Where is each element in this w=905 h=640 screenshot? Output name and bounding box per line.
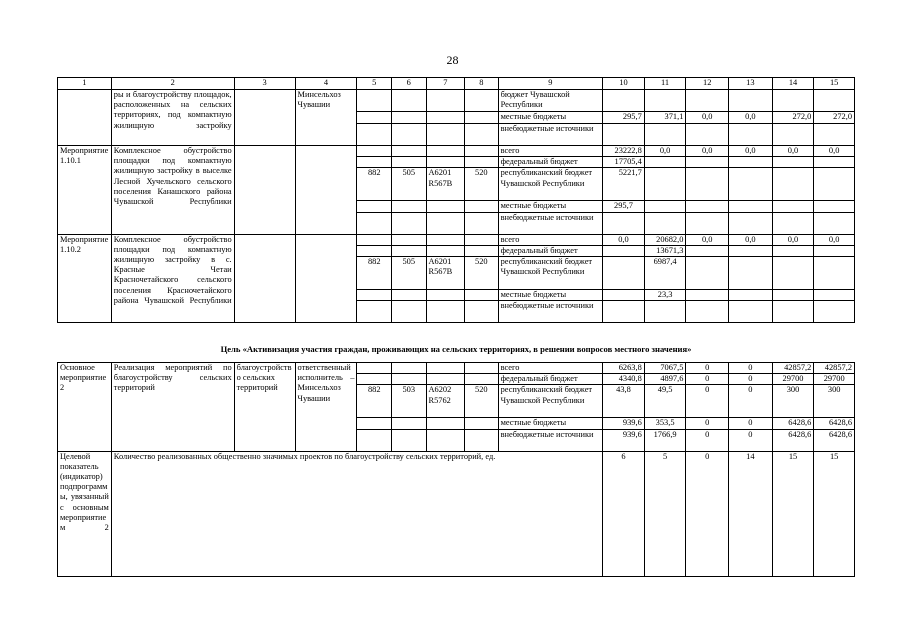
funding-source: местные бюджеты xyxy=(498,418,603,429)
value-cell: 4340,8 xyxy=(603,374,645,385)
value-cell xyxy=(729,157,773,168)
funding-source: всего xyxy=(498,146,603,157)
value-cell xyxy=(814,301,855,323)
budget-table-part-1 xyxy=(57,77,855,323)
column-number-row xyxy=(58,78,855,90)
value-cell: 23222,8 xyxy=(603,146,645,157)
value-cell: 0 xyxy=(686,418,729,429)
value-cell: 0 xyxy=(686,429,729,451)
value-cell: 0,0 xyxy=(772,146,814,157)
col-header: 8 xyxy=(465,78,499,90)
col-header: 9 xyxy=(498,78,603,90)
kbk-code: 882 xyxy=(357,385,392,418)
funding-source: внебюджетные источники xyxy=(498,301,603,323)
event-name: Комплексное обустройство площадки под компактную жилищную застройку в с. Красные Четаи Красночетайского сельского поселения Красночетайского района Чувашской Республики xyxy=(111,234,234,323)
value-cell: 0,0 xyxy=(729,112,773,124)
value-cell xyxy=(686,124,729,146)
col-header: 12 xyxy=(686,78,729,90)
value-cell: 300 xyxy=(772,385,814,418)
value-cell: 6428,6 xyxy=(814,429,855,451)
funding-source: бюджет Чувашской Республики xyxy=(498,90,603,112)
col-header: 3 xyxy=(234,78,295,90)
value-cell xyxy=(644,301,686,323)
value-cell xyxy=(772,90,814,112)
value-cell: 29700 xyxy=(814,374,855,385)
value-cell xyxy=(603,290,645,301)
value-cell: 0 xyxy=(686,363,729,374)
value-cell: 0 xyxy=(729,385,773,418)
executor: ответственный исполнитель – Минсельхоз Чувашии xyxy=(295,363,357,452)
table-row xyxy=(58,363,855,374)
value-cell xyxy=(603,212,645,234)
col-header: 13 xyxy=(729,78,773,90)
value-cell xyxy=(814,212,855,234)
table-row xyxy=(58,234,855,245)
value-cell xyxy=(814,168,855,201)
value-cell: 272,0 xyxy=(772,112,814,124)
kbk-code: А6201 R567В xyxy=(426,168,465,201)
col-header: 11 xyxy=(644,78,686,90)
col-header: 15 xyxy=(814,78,855,90)
value-cell: 295,7 xyxy=(603,201,645,212)
value-cell: 13671,3 xyxy=(644,245,686,256)
funding-source: республиканский бюджет Чувашской Республики xyxy=(498,385,603,418)
value-cell xyxy=(729,257,773,290)
value-cell xyxy=(814,90,855,112)
kbk-code: А6202 R5762 xyxy=(426,385,465,418)
value-cell xyxy=(603,257,645,290)
value-cell xyxy=(729,290,773,301)
value-cell xyxy=(686,245,729,256)
value-cell xyxy=(686,290,729,301)
value-cell: 20682,0 xyxy=(644,234,686,245)
value-cell xyxy=(686,257,729,290)
value-cell: 49,5 xyxy=(644,385,686,418)
value-cell: 353,5 xyxy=(644,418,686,429)
event-name: Реализация мероприятий по благоустройству сельских территорий xyxy=(111,363,234,452)
value-cell: 0,0 xyxy=(686,234,729,245)
value-cell: 939,6 xyxy=(603,418,645,429)
funding-source: внебюджетные источники xyxy=(498,212,603,234)
indicator-code: Целевой показатель (индикатор) подпрограммы, увязанный с основным мероприятием 2 xyxy=(58,451,112,576)
goal-title: Цель «Активизация участия граждан, проживающих на сельских территориях, в решении вопросов местного значения» xyxy=(220,344,692,354)
kbk-code: 520 xyxy=(465,257,499,290)
value-cell: 295,7 xyxy=(603,112,645,124)
funding-source: внебюджетные источники xyxy=(498,429,603,451)
value-cell xyxy=(686,90,729,112)
value-cell: 272,0 xyxy=(814,112,855,124)
value-cell xyxy=(603,301,645,323)
value-cell: 0,0 xyxy=(729,234,773,245)
value-cell: 17705,4 xyxy=(603,157,645,168)
value-cell: 0 xyxy=(686,385,729,418)
kbk-code: 882 xyxy=(357,168,392,201)
col-header: 7 xyxy=(426,78,465,90)
table-row xyxy=(58,146,855,157)
value-cell xyxy=(686,201,729,212)
page-number: 28 xyxy=(446,53,459,67)
funding-source: федеральный бюджет xyxy=(498,245,603,256)
event-code: Мероприятие 1.10.2 xyxy=(58,234,112,323)
indicator-value: 14 xyxy=(729,451,773,576)
value-cell: 0,0 xyxy=(814,146,855,157)
funding-source: местные бюджеты xyxy=(498,112,603,124)
col-header: 4 xyxy=(295,78,357,90)
value-cell: 0,0 xyxy=(603,234,645,245)
value-cell: 23,3 xyxy=(644,290,686,301)
value-cell: 0 xyxy=(686,374,729,385)
value-cell xyxy=(814,245,855,256)
indicator-value: 0 xyxy=(686,451,729,576)
kbk-code: 503 xyxy=(391,385,426,418)
value-cell xyxy=(686,212,729,234)
event-code: Мероприятие 1.10.1 xyxy=(58,146,112,235)
value-cell xyxy=(644,90,686,112)
funding-source: федеральный бюджет xyxy=(498,374,603,385)
value-cell: 0,0 xyxy=(686,146,729,157)
value-cell xyxy=(772,290,814,301)
value-cell xyxy=(814,201,855,212)
budget-table-part-2 xyxy=(57,362,855,577)
funding-source: республиканский бюджет Чувашской Республики xyxy=(498,168,603,201)
value-cell xyxy=(603,90,645,112)
value-cell xyxy=(814,257,855,290)
value-cell: 0 xyxy=(729,374,773,385)
event-name: ры и благоустройству площадок, расположенных на сельских территориях, под компактную жилищную застройку xyxy=(111,90,234,146)
event-name: Комплексное обустройство площадки под компактную жилищную застройку в выселке Лесной Хучельского сельского поселения Канашского района Чувашской Республики xyxy=(111,146,234,235)
value-cell: 0 xyxy=(729,429,773,451)
value-cell: 6263,8 xyxy=(603,363,645,374)
kbk-code: 520 xyxy=(465,385,499,418)
value-cell: 43,8 xyxy=(603,385,645,418)
value-cell: 6987,4 xyxy=(644,257,686,290)
value-cell xyxy=(814,290,855,301)
value-cell: 0,0 xyxy=(772,234,814,245)
kbk-code: 505 xyxy=(391,168,426,201)
funding-source: федеральный бюджет xyxy=(498,157,603,168)
value-cell: 29700 xyxy=(772,374,814,385)
value-cell xyxy=(729,212,773,234)
value-cell xyxy=(644,168,686,201)
value-cell xyxy=(686,301,729,323)
value-cell xyxy=(814,157,855,168)
value-cell xyxy=(772,301,814,323)
funding-source: всего xyxy=(498,363,603,374)
col-header: 5 xyxy=(357,78,392,90)
value-cell xyxy=(772,201,814,212)
value-cell: 6428,6 xyxy=(814,418,855,429)
value-cell: 1766,9 xyxy=(644,429,686,451)
value-cell xyxy=(772,245,814,256)
indicator-text: Количество реализованных общественно значимых проектов по благоустройству сельских территорий, ед. xyxy=(111,451,602,576)
value-cell xyxy=(644,157,686,168)
value-cell xyxy=(644,201,686,212)
value-cell xyxy=(772,157,814,168)
value-cell: 4897,6 xyxy=(644,374,686,385)
value-cell xyxy=(603,124,645,146)
kbk-code: 505 xyxy=(391,257,426,290)
value-cell: 7067,5 xyxy=(644,363,686,374)
kbk-code: 520 xyxy=(465,168,499,201)
value-cell xyxy=(729,124,773,146)
value-cell: 371,1 xyxy=(644,112,686,124)
indicator-value: 15 xyxy=(814,451,855,576)
value-cell xyxy=(772,124,814,146)
value-cell: 6428,6 xyxy=(772,429,814,451)
value-cell: 939,6 xyxy=(603,429,645,451)
funding-source: внебюджетные источники xyxy=(498,124,603,146)
value-cell: 42857,2 xyxy=(814,363,855,374)
value-cell: 0,0 xyxy=(644,146,686,157)
indicator-value: 15 xyxy=(772,451,814,576)
value-cell: 0,0 xyxy=(814,234,855,245)
value-cell xyxy=(729,201,773,212)
value-cell xyxy=(729,245,773,256)
executor: Минсельхоз Чувашии xyxy=(295,90,357,146)
value-cell: 5221,7 xyxy=(603,168,645,201)
col-header: 14 xyxy=(772,78,814,90)
value-cell: 6428,6 xyxy=(772,418,814,429)
funding-source: республиканский бюджет Чувашской Республики xyxy=(498,257,603,290)
indicator-value: 6 xyxy=(603,451,645,576)
value-cell xyxy=(644,124,686,146)
value-cell xyxy=(644,212,686,234)
col-header: 2 xyxy=(111,78,234,90)
value-cell: 0,0 xyxy=(686,112,729,124)
table-row xyxy=(58,90,855,112)
value-cell: 0 xyxy=(729,418,773,429)
funding-source: всего xyxy=(498,234,603,245)
value-cell xyxy=(772,257,814,290)
value-cell xyxy=(814,124,855,146)
value-cell: 0,0 xyxy=(729,146,773,157)
value-cell xyxy=(686,157,729,168)
value-cell xyxy=(686,168,729,201)
col-header: 1 xyxy=(58,78,112,90)
event-target: благоустройство сельских территорий xyxy=(234,363,295,452)
col-header: 10 xyxy=(603,78,645,90)
value-cell xyxy=(603,245,645,256)
value-cell: 300 xyxy=(814,385,855,418)
funding-source: местные бюджеты xyxy=(498,201,603,212)
col-header: 6 xyxy=(391,78,426,90)
kbk-code: 882 xyxy=(357,257,392,290)
kbk-code: А6201 R567В xyxy=(426,257,465,290)
value-cell xyxy=(729,301,773,323)
funding-source: местные бюджеты xyxy=(498,290,603,301)
value-cell xyxy=(729,168,773,201)
value-cell: 0 xyxy=(729,363,773,374)
value-cell: 42857,2 xyxy=(772,363,814,374)
value-cell xyxy=(729,90,773,112)
value-cell xyxy=(772,212,814,234)
event-code: Основное мероприятие 2 xyxy=(58,363,112,452)
value-cell xyxy=(772,168,814,201)
indicator-row xyxy=(58,451,855,576)
indicator-value: 5 xyxy=(644,451,686,576)
